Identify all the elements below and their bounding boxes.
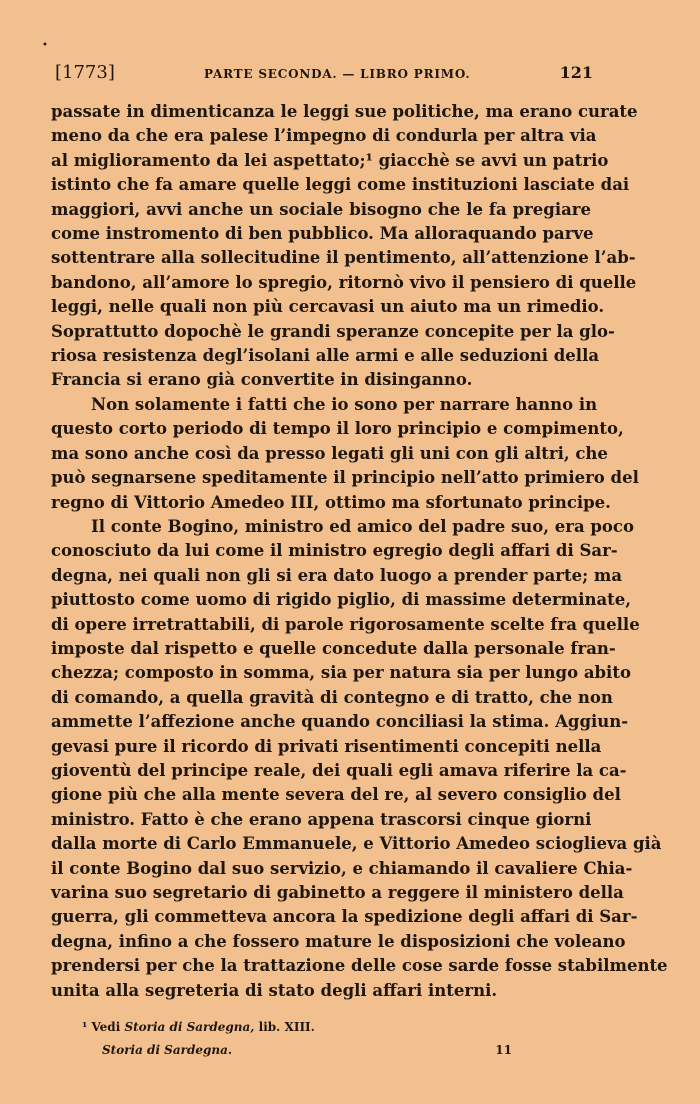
- text-line: prendersi per che la trattazione delle cose sarde fosse stabilmente: [51, 956, 668, 976]
- page-number: 121: [559, 63, 593, 82]
- running-header: [55, 62, 593, 88]
- text-line: conosciuto da lui come il ministro egregio degli affari di Sar-: [51, 541, 618, 561]
- text-line: unita alla segreteria di stato degli affari interni.: [51, 980, 498, 1000]
- text-line: al miglioramento da lei aspettato;¹ giacchè se avvi un patrio: [51, 150, 609, 170]
- text-line: guerra, gli commetteva ancora la spedizione degli affari di Sar-: [51, 907, 638, 927]
- footnote-prefix: Vedi: [91, 1020, 121, 1034]
- text-line: gione più che alla mente severa del re, al severo consiglio del: [51, 785, 621, 805]
- footnote: [82, 1020, 315, 1034]
- text-line: chezza; composto in somma, sia per natura sia per lungo abito: [51, 663, 631, 683]
- text-line: varina suo segretario di gabinetto a reggere il ministero della: [51, 883, 624, 902]
- footnote-ref: lib. XIII.: [258, 1020, 315, 1034]
- footer-sheet-number: 11: [495, 1043, 512, 1057]
- text-line: Non solamente i fatti che io sono per narrare hanno in: [91, 394, 598, 414]
- text-line: istinto che fa amare quelle leggi come instituzioni lasciate dai: [51, 175, 630, 195]
- text-line: ma sono anche così da presso legati gli uni con gli altri, che: [51, 443, 608, 463]
- footnote-marker: ¹: [82, 1020, 88, 1034]
- text-line: di opere irretrattabili, di parole rigorosamente scelte fra quelle: [51, 614, 640, 634]
- text-line: Il conte Bogino, ministro ed amico del padre suo, era poco: [91, 516, 634, 536]
- text-line: imposte dal rispetto e quelle concedute dalla personale fran-: [51, 638, 616, 658]
- header-year: [1773]: [55, 62, 115, 83]
- text-line: piuttosto come uomo di rigido piglio, di massime determinate,: [51, 590, 632, 610]
- text-line: meno da che era palese l’impegno di condurla per altra via: [51, 126, 597, 146]
- text-line: ammette l’affezione anche quando conciliasi la stima. Aggiun-: [51, 712, 629, 732]
- text-line: passate in dimenticanza le leggi sue politiche, ma erano curate: [51, 102, 638, 121]
- footnote-work: Storia di Sardegna,: [124, 1020, 255, 1034]
- text-line: regno di Vittorio Amedeo III, ottimo ma sfortunato principe.: [51, 492, 611, 512]
- text-line: bandono, all’amore lo spregio, ritornò vivo il pensiero di quelle: [51, 272, 637, 292]
- footer-signature: Storia di Sardegna.: [102, 1043, 233, 1057]
- text-line: può segnarsene speditamente il principio nell’atto primiero del: [51, 468, 639, 488]
- body-text: [51, 100, 668, 1003]
- text-line: riosa resistenza degl’isolani alle armi e alle seduzioni della: [51, 346, 600, 366]
- text-line: questo corto periodo di tempo il loro principio e compimento,: [51, 419, 624, 439]
- text-line: degna, nei quali non gli si era dato luogo a prender parte; ma: [51, 565, 623, 585]
- text-line: gevasi pure il ricordo di privati risentimenti concepiti nella: [51, 736, 602, 756]
- page-footer: [102, 1043, 512, 1057]
- text-line: gioventù del principe reale, dei quali egli amava riferire la ca-: [51, 760, 627, 780]
- text-line: il conte Bogino dal suo servizio, e chiamando il cavaliere Chia-: [51, 858, 633, 878]
- text-line: dalla morte di Carlo Emmanuele, e Vittorio Amedeo scioglieva già: [51, 834, 662, 854]
- header-title: PARTE SECONDA. — LIBRO PRIMO.: [204, 67, 471, 81]
- text-line: maggiori, avvi anche un sociale bisogno che le fa pregiare: [51, 199, 591, 219]
- text-line: degna, infino a che fossero mature le disposizioni che voleano: [51, 931, 626, 951]
- text-line: sottentrare alla sollecitudine il pentimento, all’attenzione l’ab-: [51, 248, 636, 268]
- text-line: leggi, nelle quali non più cercavasi un aiuto ma un rimedio.: [51, 297, 605, 317]
- text-line: Francia si erano già convertite in disinganno.: [51, 370, 473, 390]
- text-line: di comando, a quella gravità di contegno e di tratto, che non: [51, 687, 613, 707]
- text-line: Soprattutto dopochè le grandi speranze concepite per la glo-: [51, 321, 615, 341]
- stray-mark: •: [42, 40, 48, 51]
- text-line: ministro. Fatto è che erano appena trascorsi cinque giorni: [51, 809, 592, 829]
- text-line: come instromento di ben pubblico. Ma alloraquando parve: [51, 224, 594, 244]
